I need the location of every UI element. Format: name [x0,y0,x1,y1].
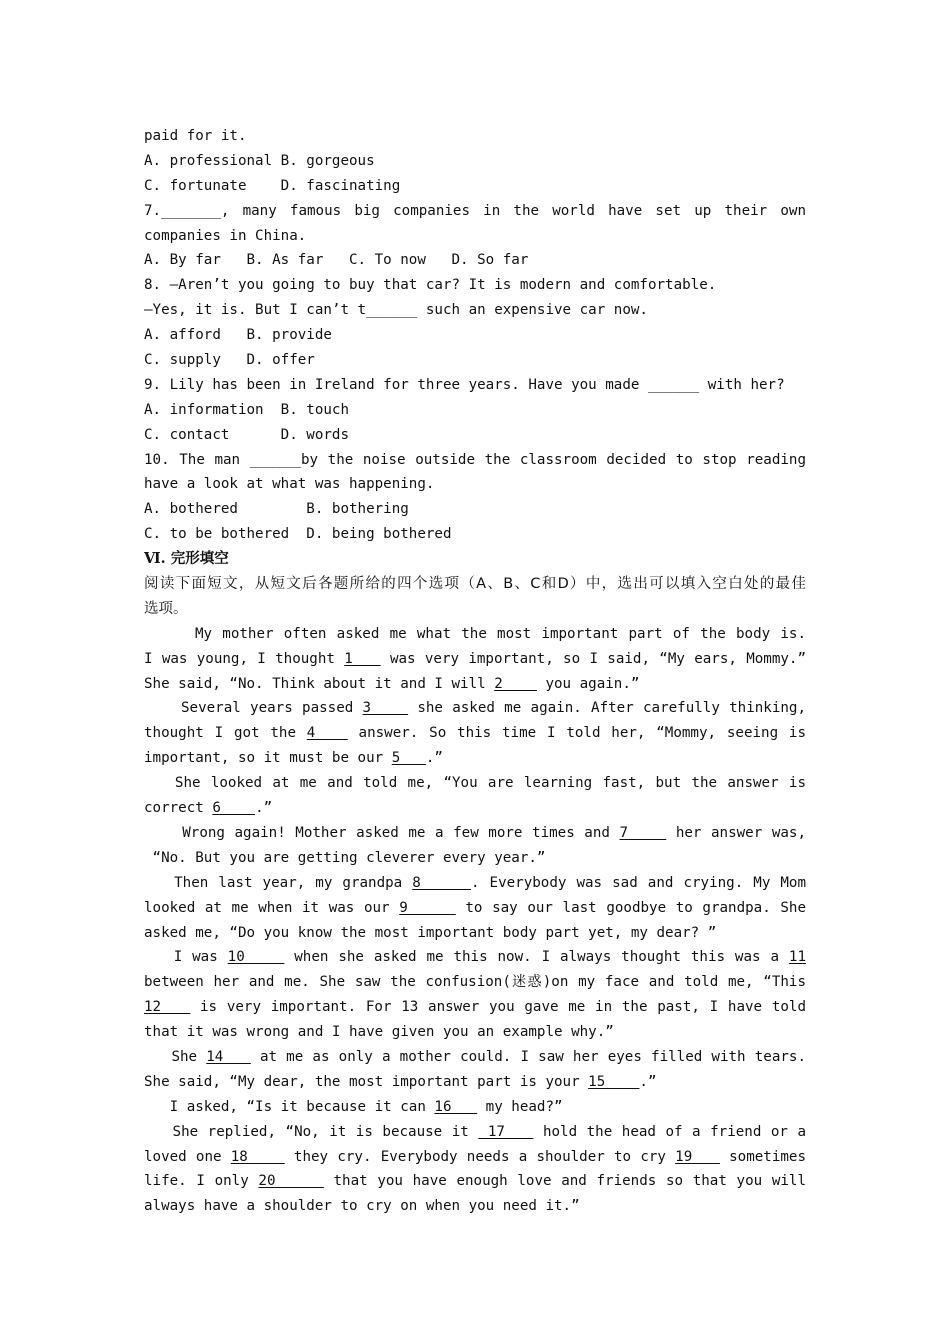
blank-number: 15 [588,1073,640,1090]
text-run: I was young, I thought [144,650,345,667]
blank-number: 16 [434,1098,478,1115]
text-line [144,522,806,547]
text-run: She said, “My dear, the most important part is your [144,1073,589,1090]
text-run: asked me, “Do you know the most important body part yet, my dear? ” [144,924,717,941]
blank-number: 18 [230,1148,285,1165]
text-run: between her and me. She saw the confusion(迷惑)on my face and told me, “This [144,974,806,991]
text-line [144,323,806,348]
text-run: when she asked me this now. I always thought this was a [284,949,789,966]
text-run: have a look at what was happening. [144,476,435,493]
text-line [144,622,806,647]
text-line [144,1095,806,1120]
text-run: hold the head of a friend or a [533,1123,806,1140]
text-line [144,746,806,771]
text-line [144,497,806,522]
text-run: Wrong again! Mother asked me a few more times and [144,824,620,841]
text-run: She replied, “No, it is because it [144,1123,479,1140]
text-run: my head?” [477,1098,563,1115]
blank-number: 2 [494,675,537,692]
text-line [144,448,806,473]
text-run: paid for it. [144,128,247,144]
blank-number: 3 [362,700,409,717]
text-run: at me as only a mother could. I saw her eyes filled with tears. [250,1048,806,1065]
text-run: Ⅵ. 完形填空 [144,550,229,568]
text-line [144,1169,806,1194]
blank-number: 10 [227,949,285,966]
text-line [144,373,806,398]
text-run: loved one [144,1148,231,1165]
text-run: She [144,1048,207,1065]
text-line [144,1145,806,1170]
text-run: sometimes [729,1148,806,1165]
text-run: A. afford B. provide [144,327,332,344]
text-line [144,871,806,896]
text-line [144,572,806,597]
text-run: “No. But you are getting cleverer every year.” [144,849,546,866]
text-run: A. By far B. As far C. To now D. So far [144,252,529,269]
text-line [144,597,806,622]
text-line [144,1120,806,1145]
text-run: C. contact D. words [144,426,349,443]
blank-number: 8 [412,874,471,891]
text-line [144,348,806,373]
text-line [144,398,806,423]
text-run: 9. Lily has been in Ireland for three years. Have you made ______ with her? [144,376,785,393]
text-line [144,896,806,921]
text-line [144,696,806,721]
text-run: A. bothered B. bothering [144,501,409,518]
text-run: .” [639,1073,657,1090]
text-line [144,1070,806,1095]
text-run: 8. —Aren’t you going to buy that car? It is modern and comfortable. [144,277,717,294]
text-run: she asked me again. After carefully thinking, [417,700,806,717]
text-run: C. supply D. offer [144,352,315,369]
blank-number: 1 [344,650,381,667]
text-line [144,1020,806,1045]
text-line [144,224,806,249]
text-run: answer. So this time I told her, “Mommy, seeing is [358,725,806,742]
text-line [144,298,806,323]
text-line [144,248,806,273]
text-line [144,124,806,149]
text-line [144,796,806,821]
blank-number: 7 [619,824,667,841]
text-run: to say our last goodbye to grandpa. She [455,899,806,916]
text-run: her answer was, [666,824,806,841]
text-line [144,995,806,1020]
text-run: C. fortunate D. fascinating [144,177,401,194]
text-run: important, so it must be our [144,750,392,767]
text-run: She looked at me and told me, “You are learning fast, but the answer is [174,775,806,792]
text-run: was very important, so I said, “My ears, Mommy.” [380,650,806,667]
text-line [144,174,806,199]
text-run: 阅读下面短文，从短文后各题所给的四个选项（A、B、C和D）中，选出可以填入空白处的最佳 [144,576,806,593]
text-line [144,647,806,672]
blank-number: 12 [144,999,191,1016]
blank-number: 9 [399,899,456,916]
text-run: . Everybody was sad and crying. My Mom [470,874,806,891]
text-line [144,672,806,697]
text-line [144,945,806,970]
text-run: 选项。 [144,600,188,617]
text-run: Several years passed [144,700,363,717]
text-run: looked at me when it was our [144,899,400,916]
text-run: A. professional B. gorgeous [144,152,375,169]
text-run: that you have enough love and friends so that you will [323,1173,806,1190]
blank-number: 11 [788,949,806,966]
text-run: A. information B. touch [144,401,349,418]
text-run: 10. The man ______by the noise outside the classroom decided to stop reading [144,451,806,468]
blank-number: 17 [478,1123,534,1140]
text-line [144,273,806,298]
text-line [144,149,806,174]
text-line [144,921,806,946]
text-line [144,846,806,871]
text-run: always have a shoulder to cry on when you need it.” [144,1198,580,1215]
text-run: life. I only [144,1173,259,1190]
text-run: My mother often asked me what the most important part of the body is. [195,625,806,642]
text-line [144,1194,806,1219]
text-run: 7._______, many famous big companies in the world have set up their own [144,202,806,219]
text-run: C. to be bothered D. being bothered [144,526,452,543]
text-run: they cry. Everybody needs a shoulder to cry [284,1148,676,1165]
text-run: .” [255,800,273,817]
text-run: .” [425,750,443,767]
blank-number: 5 [391,750,426,767]
blank-number: 20 [258,1173,324,1190]
blank-number: 19 [675,1148,720,1165]
text-run: is very important. For 13 answer you gave me in the past, I have told [200,999,806,1016]
text-run: that it was wrong and I have given you an example why.” [144,1024,614,1041]
blank-number: 4 [306,725,348,742]
text-run: correct [144,800,213,817]
text-line [144,472,806,497]
text-run: —Yes, it is. But I can’t t______ such an expensive car now. [144,302,648,319]
text-line [144,771,806,796]
text-line [144,721,806,746]
section-heading [144,547,806,572]
text-run: I was [144,949,228,966]
blank-number: 6 [212,800,256,817]
text-run: thought I got the [144,725,307,742]
text-run: you again.” [536,675,640,692]
text-line [144,1045,806,1070]
text-line [144,423,806,448]
text-line [144,821,806,846]
text-run: companies in China. [144,227,307,244]
text-run: Then last year, my grandpa [144,874,413,891]
document-page [144,124,806,1219]
text-run: She said, “No. Think about it and I will [144,675,495,692]
text-line [144,199,806,224]
text-line [144,970,806,995]
blank-number: 14 [206,1048,251,1065]
text-run: I asked, “Is it because it can [144,1098,435,1115]
